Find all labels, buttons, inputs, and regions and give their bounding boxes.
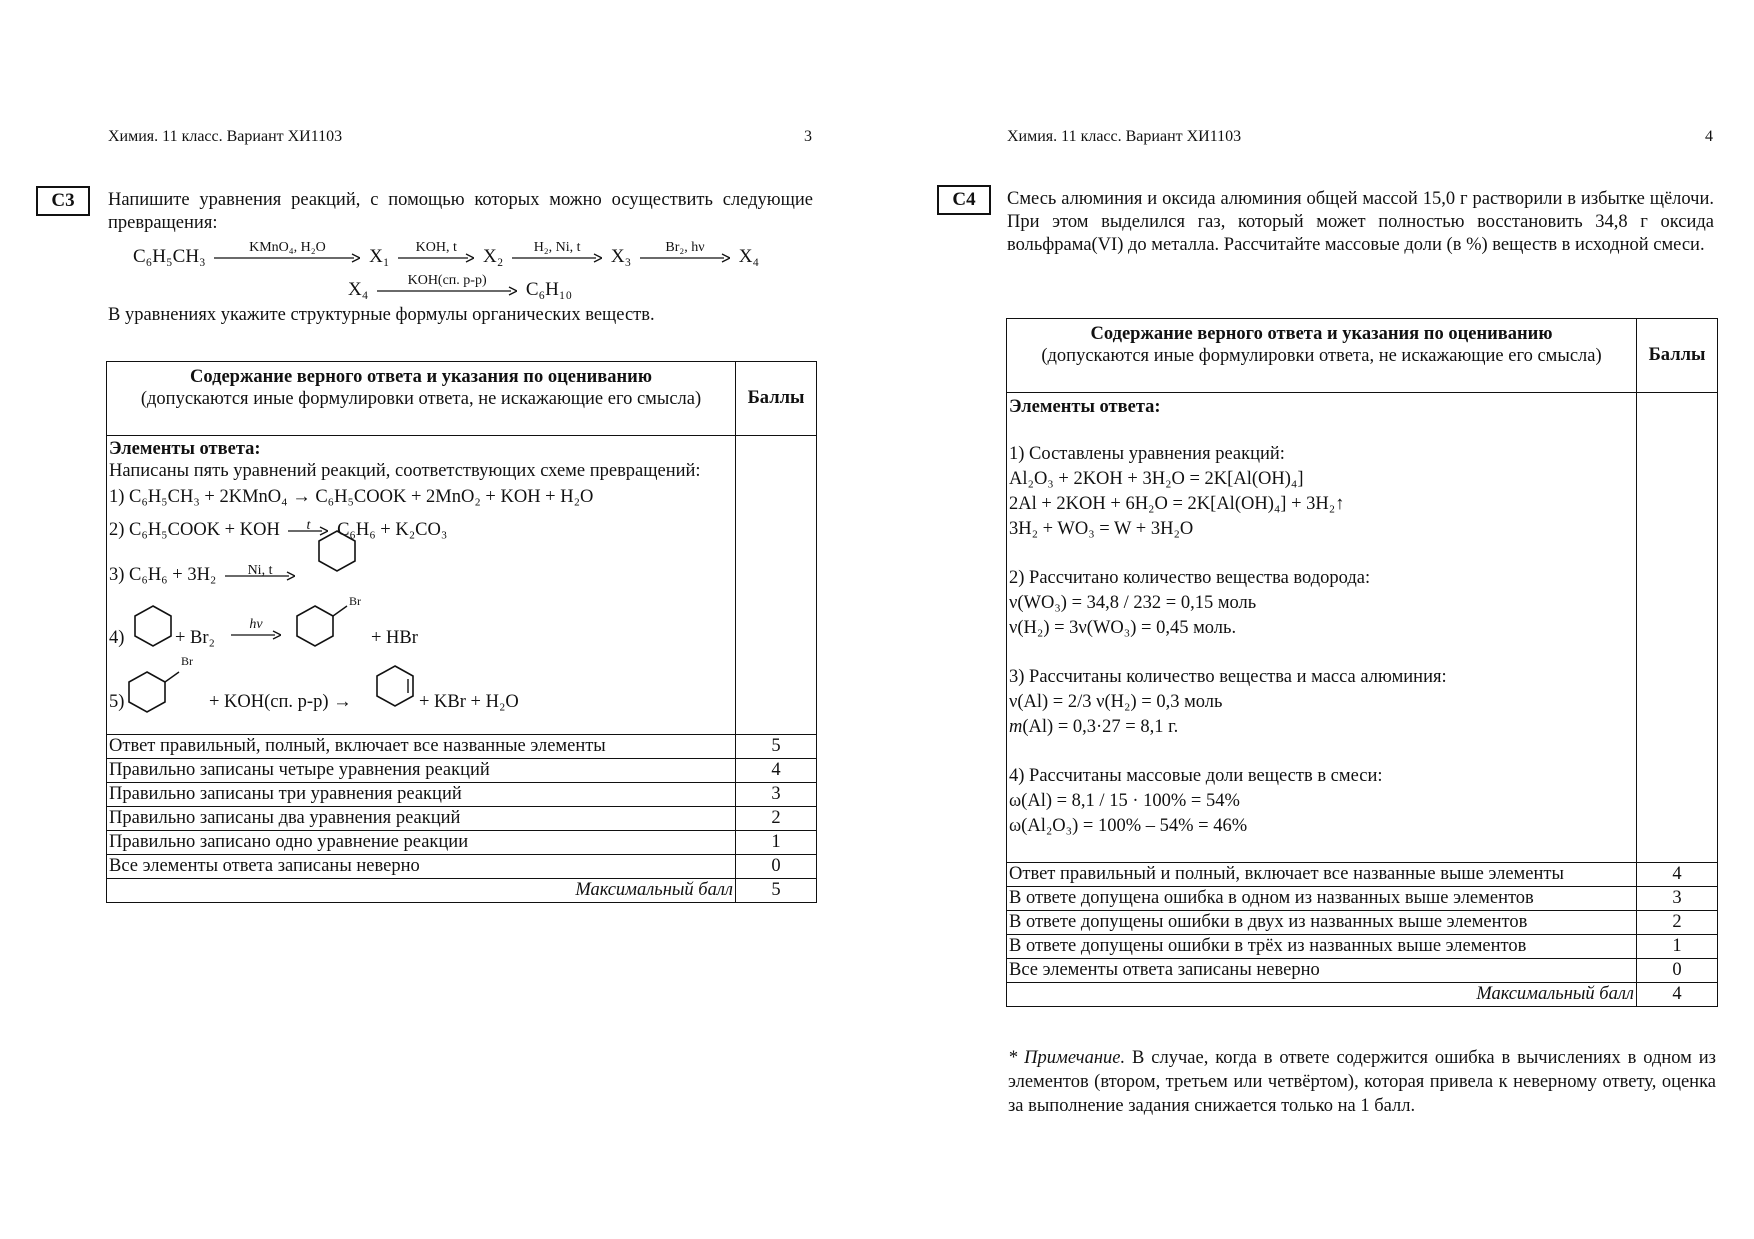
criteria-points: 4: [736, 759, 817, 783]
max-score-row: [1007, 983, 1718, 1007]
step-3-title: 3) Рассчитаны количество вещества и масса алюминия:: [1009, 667, 1447, 687]
scheme-line-2: [348, 272, 573, 301]
step-1-eq-2: 2Al + 2KOH + 6H₂O = 2K[Al(OH)₄] + 3H₂↑: [1009, 494, 1345, 514]
footnote-label: * Примечание.: [1008, 1048, 1126, 1068]
table-head-points: Баллы: [1637, 319, 1718, 393]
elements-title: Элементы ответа:: [109, 439, 261, 459]
scheme-x3: X₃: [610, 246, 632, 267]
criteria-text: Правильно записаны два уравнения реакций: [107, 807, 736, 831]
answer-elements: [1007, 393, 1637, 863]
criteria-text: Все элементы ответа записаны неверно: [1007, 959, 1637, 983]
table-head-subtitle: (допускаются иные формулировки ответа, не искажающие его смысла): [140, 389, 702, 409]
criteria-row: [107, 807, 817, 831]
equation-5: 5) Br + KOH(сп. р-р) → + KBr + H₂O: [109, 658, 733, 718]
criteria-text: В ответе допущена ошибка в одном из названных выше элементов: [1007, 887, 1637, 911]
equation-1: 1) C₆H₅CH₃ + 2KMnO₄ → C₆H₅COOK + 2MnO₂ + KOH + H₂O: [109, 487, 594, 507]
criteria-points: 2: [1637, 911, 1718, 935]
step-2-title: 2) Рассчитано количество вещества водорода:: [1009, 568, 1371, 588]
max-score-row: [107, 879, 817, 903]
table-head: [107, 362, 736, 436]
step-1-eq-3: 3H₂ + WO₃ = W + 3H₂O: [1009, 519, 1194, 539]
footnote-text: В случае, когда в ответе содержится ошибка в вычислениях в одном из элементов (втором, третьем или четвёртом), которая привела к неверному ответу, оценка за выполнение задания снижается только на 1 балл.: [1008, 1048, 1716, 1116]
scheme-x2: X₂: [483, 246, 504, 267]
criteria-text: Все элементы ответа записаны неверно: [107, 855, 736, 879]
criteria-text: Правильно записаны три уравнения реакций: [107, 783, 736, 807]
step-3-line-2: m(Al) = 0,3·27 = 8,1 г.: [1009, 717, 1179, 737]
step-3-line-1: ν(Al) = 2/3 ν(H₂) = 0,3 моль: [1009, 692, 1223, 712]
criteria-points: 2: [736, 807, 817, 831]
page-header: Химия. 11 класс. Вариант ХИ1103: [108, 128, 343, 145]
step-4-title: 4) Рассчитаны массовые доли веществ в смеси:: [1009, 766, 1383, 786]
answer-elements-points: [1637, 393, 1718, 863]
scheme-arrow-1: KMnO₄, H₂O: [214, 253, 360, 263]
scheme-x1: X₁: [369, 246, 390, 267]
task-note: В уравнениях укажите структурные формулы органических веществ.: [108, 305, 655, 325]
answer-elements: [107, 436, 736, 735]
criteria-row: [107, 855, 817, 879]
rubric-table-c3: [106, 361, 817, 903]
bromocyclohexane-icon: [293, 596, 373, 650]
scheme-arrow-3: H₂, Ni, t: [512, 253, 602, 263]
step-4-line-2: ω(Al₂O₃) = 100% – 54% = 46%: [1009, 816, 1248, 836]
elements-title: Элементы ответа:: [1009, 397, 1161, 417]
max-score-label: Максимальный балл: [107, 879, 736, 903]
scheme-arrow-2: KOH, t: [398, 253, 474, 263]
task-tag: C3: [36, 186, 90, 216]
scheme-x4: X₄: [738, 246, 760, 267]
cyclohexane-icon: [131, 602, 175, 650]
footnote: [1008, 1046, 1716, 1118]
answer-elements-points: [736, 436, 817, 735]
max-score-value: 5: [736, 879, 817, 903]
page-header: Химия. 11 класс. Вариант ХИ1103: [1007, 128, 1242, 145]
equation-4: 4) + Br₂ hν Br + HBr: [109, 594, 418, 648]
equation-2: 2) C₆H₅COOK + KOH t C₆H₆ + K₂CO₃: [109, 517, 448, 540]
step-2-line-2: ν(H₂) = 3ν(WO₃) = 0,45 моль.: [1009, 618, 1237, 638]
table-head-title: Содержание верного ответа и указания по оцениванию: [190, 367, 652, 387]
criteria-points: 1: [736, 831, 817, 855]
criteria-row: [107, 759, 817, 783]
equation-3: 3) C₆H₆ + 3H₂ Ni, t: [109, 563, 733, 588]
criteria-text: Правильно записаны четыре уравнения реакций: [107, 759, 736, 783]
criteria-text: В ответе допущены ошибки в двух из названных выше элементов: [1007, 911, 1637, 935]
scheme-line-1: [133, 239, 760, 268]
page-number: 4: [1705, 128, 1713, 145]
scheme-arrow-4: Br₂, hν: [640, 253, 730, 263]
cyclohexene-icon: [373, 662, 417, 710]
table-head-subtitle: (допускаются иные формулировки ответа, не искажающие его смысла): [1041, 346, 1602, 366]
max-score-label: Максимальный балл: [1007, 983, 1637, 1007]
scheme-x4-start: X₄: [348, 279, 369, 300]
scheme-end: C₆H₁₀: [525, 279, 573, 300]
criteria-row: [1007, 935, 1718, 959]
criteria-text: Ответ правильный, полный, включает все названные элементы: [107, 735, 736, 759]
criteria-points: 0: [736, 855, 817, 879]
scheme-start: C₆H₅CH₃: [133, 246, 206, 267]
step-2-line-1: ν(WO₃) = 34,8 / 232 = 0,15 моль: [1009, 593, 1257, 613]
step-1-eq-1: Al₂O₃ + 2KOH + 3H₂O = 2K[Al(OH)₄]: [1009, 469, 1304, 489]
br-label: Br: [349, 594, 361, 608]
criteria-points: 0: [1637, 959, 1718, 983]
criteria-row: [1007, 887, 1718, 911]
criteria-row: [1007, 911, 1718, 935]
criteria-row: [107, 783, 817, 807]
max-score-value: 4: [1637, 983, 1718, 1007]
table-head: [1007, 319, 1637, 393]
page-right: [877, 0, 1754, 1239]
criteria-points: 5: [736, 735, 817, 759]
step-1-title: 1) Составлены уравнения реакций:: [1009, 444, 1285, 464]
criteria-points: 4: [1637, 863, 1718, 887]
scheme-arrow-5: KOH(сп. р-р): [377, 286, 517, 296]
criteria-text: В ответе допущены ошибки в трёх из названных выше элементов: [1007, 935, 1637, 959]
page-number: 3: [804, 128, 812, 145]
criteria-text: Ответ правильный и полный, включает все названные выше элементы: [1007, 863, 1637, 887]
table-head-title: Содержание верного ответа и указания по оцениванию: [1090, 324, 1553, 344]
task-text: Смесь алюминия и оксида алюминия общей массой 15,0 г растворили в избытке щёлочи. При этом выделился газ, который может полностью восстановить 34,8 г оксида вольфрама(VI) до металла. Рассчитайте массовые доли (в %) веществ в исходной смеси.: [1007, 189, 1714, 255]
criteria-points: 1: [1637, 935, 1718, 959]
criteria-text: Правильно записано одно уравнение реакции: [107, 831, 736, 855]
elements-intro: Написаны пять уравнений реакций, соответствующих схеме превращений:: [109, 461, 701, 481]
table-head-points: Баллы: [736, 362, 817, 436]
criteria-points: 3: [1637, 887, 1718, 911]
rubric-table-c4: [1006, 318, 1718, 1007]
criteria-row: [107, 831, 817, 855]
step-4-line-1: ω(Al) = 8,1 / 15 · 100% = 54%: [1009, 791, 1240, 811]
criteria-points: 3: [736, 783, 817, 807]
criteria-row: [1007, 863, 1718, 887]
criteria-row: [1007, 959, 1718, 983]
bromocyclohexane-icon-2: [125, 662, 205, 716]
task-tag: C4: [937, 185, 991, 215]
criteria-row: [107, 735, 817, 759]
benzene-ring-icon: [315, 527, 359, 575]
task-text: Напишите уравнения реакций, с помощью которых можно осуществить следующие превращения:: [108, 190, 813, 233]
